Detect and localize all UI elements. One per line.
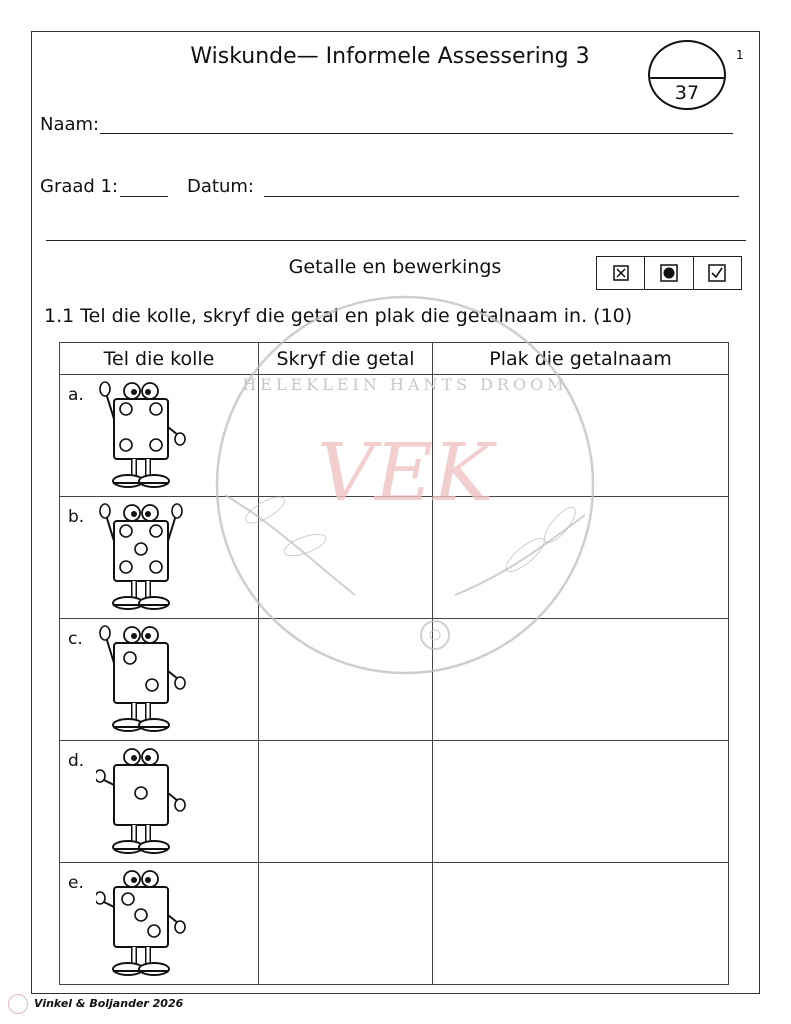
- row-letter: b.: [68, 507, 85, 527]
- grade-label: Graad 1:: [40, 176, 119, 197]
- date-line[interactable]: [264, 196, 739, 197]
- count-dots-cell: [60, 497, 259, 619]
- section-title: Getalle en bewerkings: [288, 256, 502, 278]
- robot-dots-illustration: [96, 501, 188, 617]
- dot-icon[interactable]: [645, 257, 693, 289]
- robot-dots-illustration: [96, 745, 188, 861]
- mark-boxes: [596, 256, 742, 290]
- count-dots-cell: [60, 863, 259, 985]
- robot-dots-illustration: [96, 379, 188, 495]
- robot-dots-illustration: [96, 867, 188, 983]
- paste-number-name-cell[interactable]: [433, 863, 729, 985]
- table-header-row: [60, 343, 729, 375]
- score-total: 37: [674, 82, 700, 104]
- score-circle: [648, 40, 726, 110]
- check-icon[interactable]: [694, 257, 742, 289]
- table-row: [60, 375, 729, 497]
- cross-box-icon[interactable]: [597, 257, 645, 289]
- count-dots-cell: [60, 619, 259, 741]
- table-row: [60, 619, 729, 741]
- watermark-monogram: VEK: [317, 426, 493, 519]
- paste-number-name-cell[interactable]: [433, 741, 729, 863]
- name-label: Naam:: [40, 114, 100, 135]
- footer-credit: Vinkel & Boljander 2026: [34, 997, 184, 1010]
- header-count-dots: Tel die kolle: [60, 343, 259, 375]
- table-row: [60, 741, 729, 863]
- separator-line: [46, 240, 746, 241]
- paste-number-name-cell[interactable]: [433, 619, 729, 741]
- row-letter: d.: [68, 751, 85, 771]
- write-number-cell[interactable]: [259, 863, 433, 985]
- write-number-cell[interactable]: [259, 741, 433, 863]
- header-paste-number-name: Plak die getalnaam: [433, 343, 729, 375]
- header-write-number: Skryf die getal: [259, 343, 433, 375]
- row-letter: e.: [68, 873, 84, 893]
- date-label: Datum:: [187, 176, 254, 197]
- watermark-ring-text: HELEKLEIN HANTS DROOM: [242, 375, 568, 394]
- page-number: 1: [736, 48, 744, 62]
- write-number-cell[interactable]: [259, 619, 433, 741]
- robot-dots-illustration: [96, 623, 188, 739]
- table-row: [60, 863, 729, 985]
- paste-number-name-cell[interactable]: [433, 497, 729, 619]
- paste-number-name-cell[interactable]: [433, 375, 729, 497]
- row-letter: c.: [68, 629, 83, 649]
- write-number-cell[interactable]: [259, 375, 433, 497]
- table-row: [60, 497, 729, 619]
- score-divider: [650, 77, 724, 79]
- answer-table: [59, 342, 729, 985]
- count-dots-cell: [60, 741, 259, 863]
- count-dots-cell: [60, 375, 259, 497]
- grade-line[interactable]: [120, 196, 168, 197]
- name-line[interactable]: [100, 133, 733, 134]
- write-number-cell[interactable]: [259, 497, 433, 619]
- question-text: 1.1 Tel die kolle, skryf die getal en plak die getalnaam in. (10): [44, 305, 633, 327]
- row-letter: a.: [68, 385, 84, 405]
- worksheet-title: Wiskunde— Informele Assessering 3: [190, 44, 590, 69]
- brand-logo-icon: [8, 994, 28, 1014]
